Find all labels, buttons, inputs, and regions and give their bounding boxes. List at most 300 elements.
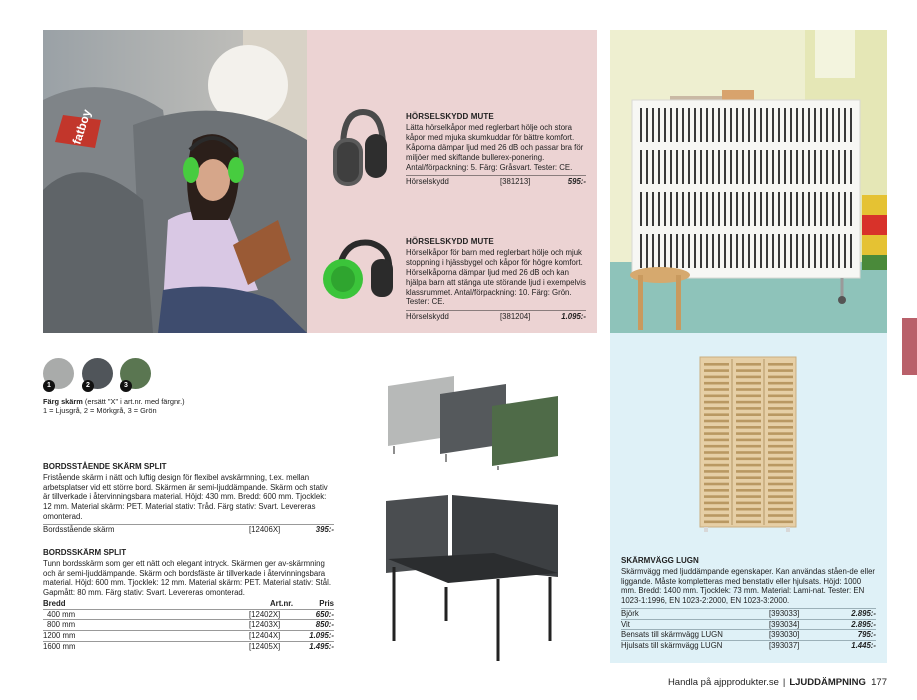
slat xyxy=(778,108,780,142)
slat xyxy=(706,108,708,142)
article-number: [381204] xyxy=(500,312,531,322)
slat xyxy=(802,234,804,268)
slat xyxy=(796,234,798,268)
earmuff-green-image xyxy=(319,235,399,303)
footer-section: LJUDDÄMPNING xyxy=(789,677,866,688)
table-row xyxy=(621,629,876,640)
slat xyxy=(772,150,774,184)
slat xyxy=(694,192,696,226)
slat xyxy=(802,150,804,184)
slat xyxy=(646,234,648,268)
table-row xyxy=(621,640,876,651)
slat xyxy=(742,192,744,226)
lugn-slat xyxy=(704,495,729,498)
lugn-slat xyxy=(736,388,761,391)
row-art: [12402X] xyxy=(249,609,281,619)
product-title: SKÄRMVÄGG LUGN xyxy=(621,556,699,565)
slat xyxy=(838,150,840,184)
lugn-slat xyxy=(704,388,729,391)
lugn-slat xyxy=(704,401,729,404)
photo-classroom-screen xyxy=(610,30,887,333)
lugn-slat xyxy=(768,376,793,379)
swatch-number-1: 1 xyxy=(43,380,55,392)
slat xyxy=(784,234,786,268)
product-title: BORDSSKÄRM SPLIT xyxy=(43,548,127,557)
slat xyxy=(670,234,672,268)
slat xyxy=(694,150,696,184)
lugn-slat xyxy=(736,420,761,423)
row-name: Björk xyxy=(621,608,639,618)
slat xyxy=(676,192,678,226)
slat xyxy=(730,192,732,226)
slat xyxy=(646,108,648,142)
lugn-slat xyxy=(704,420,729,423)
lugn-slat xyxy=(768,382,793,385)
slat xyxy=(646,192,648,226)
product-description: Tunn bordsskärm som ger ett nätt och elegant intryck. Skärmen ger av-skärmning och är semi-ljuddämpande. Skärm och bordsfäste är tillverkade i återvinningsbara material. Höjd: 600 mm. Tjocklek: 12 mm. Material skärm: PET. Material stativ: Stål. Gapmått: 80 mm. Färg stativ: Svart. Levereras omonterad. xyxy=(43,558,331,598)
slat xyxy=(814,150,816,184)
slat xyxy=(826,150,828,184)
slat xyxy=(724,108,726,142)
slat xyxy=(646,150,648,184)
slat xyxy=(700,150,702,184)
price-table-header xyxy=(43,599,334,609)
lugn-slat xyxy=(768,476,793,479)
slat xyxy=(652,192,654,226)
lugn-slat xyxy=(768,413,793,416)
header-art: Art.nr. xyxy=(270,598,293,608)
slat xyxy=(754,108,756,142)
slat xyxy=(832,234,834,268)
slat xyxy=(760,234,762,268)
swatch-number-3: 3 xyxy=(120,380,132,392)
slat xyxy=(652,108,654,142)
lugn-slat xyxy=(736,382,761,385)
lugn-slat xyxy=(704,451,729,454)
footer-site: Handla på ajpprodukter.se xyxy=(667,677,779,688)
lugn-slat xyxy=(768,363,793,366)
slat xyxy=(790,150,792,184)
slat xyxy=(730,108,732,142)
lugn-slat xyxy=(704,407,729,410)
slat xyxy=(760,108,762,142)
lugn-slat xyxy=(768,451,793,454)
slat xyxy=(778,234,780,268)
page-footer xyxy=(650,677,887,688)
row-art: [12405X] xyxy=(249,641,281,651)
slat xyxy=(766,234,768,268)
slat xyxy=(700,192,702,226)
lugn-slat xyxy=(704,483,729,486)
lugn-slat xyxy=(704,476,729,479)
slat xyxy=(796,150,798,184)
slat xyxy=(670,150,672,184)
slat xyxy=(784,108,786,142)
slat xyxy=(766,150,768,184)
slat xyxy=(706,150,708,184)
slat xyxy=(784,192,786,226)
product-desk-screen xyxy=(43,548,334,651)
slat xyxy=(844,150,846,184)
slat xyxy=(640,234,642,268)
product-title: HÖRSELSKYDD MUTE xyxy=(406,112,494,121)
slat xyxy=(640,150,642,184)
price: 595:- xyxy=(567,177,586,187)
lugn-slat xyxy=(736,464,761,467)
slat xyxy=(820,108,822,142)
lugn-slat xyxy=(768,464,793,467)
lugn-slat xyxy=(736,502,761,505)
lugn-slat xyxy=(768,445,793,448)
lugn-slat xyxy=(768,470,793,473)
slat xyxy=(658,150,660,184)
lugn-slat xyxy=(768,483,793,486)
lugn-slat xyxy=(768,489,793,492)
slat xyxy=(730,150,732,184)
slat xyxy=(790,108,792,142)
price-row xyxy=(406,310,586,322)
price-row xyxy=(43,524,334,535)
slat xyxy=(712,108,714,142)
lugn-slat xyxy=(704,426,729,429)
lugn-slat xyxy=(736,407,761,410)
slat xyxy=(748,108,750,142)
lugn-slat xyxy=(768,395,793,398)
lugn-slat xyxy=(704,521,729,524)
slat xyxy=(766,108,768,142)
lugn-slat xyxy=(736,489,761,492)
slat xyxy=(688,192,690,226)
slat xyxy=(682,108,684,142)
slat xyxy=(766,192,768,226)
lugn-slat xyxy=(736,395,761,398)
beanbag-illustration xyxy=(43,30,307,333)
row-width: 800 mm xyxy=(47,620,76,630)
lugn-slat xyxy=(736,508,761,511)
table-row xyxy=(43,641,334,652)
slat xyxy=(802,108,804,142)
product-hearing-adult xyxy=(406,112,586,187)
lugn-slat xyxy=(704,445,729,448)
slat xyxy=(748,234,750,268)
lugn-slat xyxy=(768,502,793,505)
slat xyxy=(676,150,678,184)
lugn-slat xyxy=(704,514,729,517)
photo-girl-beanbag xyxy=(43,30,307,333)
slat xyxy=(718,192,720,226)
slat xyxy=(850,192,852,226)
slat xyxy=(808,234,810,268)
slat xyxy=(688,150,690,184)
row-price: 1.495:- xyxy=(309,641,334,651)
slat xyxy=(838,108,840,142)
item-name: Hörselskydd xyxy=(406,177,449,187)
row-art: [393033] xyxy=(769,608,800,618)
slat xyxy=(748,192,750,226)
lugn-slat xyxy=(704,363,729,366)
slat xyxy=(826,108,828,142)
product-description: Hörselkåpor för barn med reglerbart hölje och mjuk stoppning i hjässbygel och kåpor för högre komfort. Hörselkåporna dämpar ljud med 26 dB och kan hjälpa barn att stänga ute störande ljud i exempelvis klassrummet. Antal/förpackning: 10. Färg: Grön. Tester: CE. xyxy=(406,247,586,307)
slat xyxy=(706,192,708,226)
standing-screens-image xyxy=(380,372,565,470)
lugn-slat xyxy=(768,495,793,498)
lugn-slat xyxy=(768,521,793,524)
slat xyxy=(718,108,720,142)
slat xyxy=(790,234,792,268)
slat xyxy=(664,192,666,226)
slat xyxy=(664,108,666,142)
lugn-slat xyxy=(704,395,729,398)
table-row xyxy=(43,630,334,641)
slat xyxy=(718,150,720,184)
slat xyxy=(736,150,738,184)
lugn-slat xyxy=(736,470,761,473)
header-price: Pris xyxy=(319,598,334,608)
slat xyxy=(736,108,738,142)
lugn-slat xyxy=(736,426,761,429)
slat xyxy=(802,192,804,226)
slat xyxy=(688,108,690,142)
lugn-slat xyxy=(768,458,793,461)
slat xyxy=(688,234,690,268)
slat xyxy=(844,234,846,268)
product-title: BORDSSTÅENDE SKÄRM SPLIT xyxy=(43,462,167,471)
page-number: 177 xyxy=(871,677,887,688)
slat xyxy=(700,108,702,142)
row-width: 1600 mm xyxy=(43,641,76,651)
slat xyxy=(838,234,840,268)
product-hearing-kids xyxy=(406,237,586,322)
slat xyxy=(808,150,810,184)
lugn-slat xyxy=(736,363,761,366)
slat xyxy=(658,234,660,268)
color-note-label: Färg skärm xyxy=(43,397,83,406)
price: 1.095:- xyxy=(561,312,586,322)
lugn-slat xyxy=(768,401,793,404)
slat xyxy=(820,234,822,268)
earmuff-grey-image xyxy=(329,108,393,190)
slat xyxy=(778,150,780,184)
lugn-slat xyxy=(736,445,761,448)
lugn-screen-image xyxy=(698,355,798,533)
fatboy-logo-text: fatboy xyxy=(69,107,94,147)
article-number: [381213] xyxy=(500,177,531,187)
row-price: 795:- xyxy=(857,630,876,640)
lugn-slat xyxy=(736,401,761,404)
classroom-illustration xyxy=(610,30,887,333)
slat xyxy=(778,192,780,226)
slat xyxy=(664,234,666,268)
lugn-slat xyxy=(768,432,793,435)
slat xyxy=(820,192,822,226)
slat xyxy=(706,234,708,268)
slat xyxy=(742,108,744,142)
slat xyxy=(712,192,714,226)
lugn-slat xyxy=(768,420,793,423)
row-price: 850:- xyxy=(315,620,334,630)
slat xyxy=(754,234,756,268)
slat xyxy=(826,192,828,226)
lugn-slat xyxy=(704,369,729,372)
slat xyxy=(748,150,750,184)
lugn-slat xyxy=(704,382,729,385)
color-note xyxy=(43,397,243,416)
lugn-slat xyxy=(704,464,729,467)
slat xyxy=(832,108,834,142)
lugn-slat xyxy=(768,388,793,391)
slat xyxy=(844,192,846,226)
slat xyxy=(640,108,642,142)
row-width: 1200 mm xyxy=(43,630,76,640)
slat xyxy=(712,150,714,184)
row-price: 2.895:- xyxy=(851,619,876,629)
lugn-slat xyxy=(736,495,761,498)
lugn-slat xyxy=(736,521,761,524)
slat xyxy=(832,192,834,226)
slat xyxy=(772,108,774,142)
lugn-slat xyxy=(736,439,761,442)
lugn-slat xyxy=(768,508,793,511)
slat xyxy=(808,192,810,226)
slat xyxy=(682,234,684,268)
slat xyxy=(694,234,696,268)
slat xyxy=(742,150,744,184)
header-width: Bredd xyxy=(43,598,66,608)
slat xyxy=(850,234,852,268)
slat xyxy=(790,192,792,226)
lugn-slat xyxy=(768,407,793,410)
slat xyxy=(658,192,660,226)
item-name: Bordsstående skärm xyxy=(43,524,115,534)
product-title: HÖRSELSKYDD MUTE xyxy=(406,237,494,246)
color-note-options: 1 = Ljusgrå, 2 = Mörkgrå, 3 = Grön xyxy=(43,406,157,416)
slat xyxy=(826,234,828,268)
row-art: [393030] xyxy=(769,630,800,640)
product-lugn xyxy=(621,556,876,650)
hearing-protection-panel xyxy=(307,30,597,333)
row-name: Bensats till skärmvägg LUGN xyxy=(621,630,723,640)
section-tab-marker xyxy=(902,318,917,375)
slat xyxy=(676,234,678,268)
slat xyxy=(784,150,786,184)
slat xyxy=(694,108,696,142)
lugn-slat xyxy=(736,413,761,416)
slat xyxy=(718,234,720,268)
lugn-slat xyxy=(768,514,793,517)
lugn-slat xyxy=(736,432,761,435)
row-art: [393037] xyxy=(769,640,800,650)
slat xyxy=(772,234,774,268)
row-price: 2.895:- xyxy=(851,608,876,618)
slat xyxy=(772,192,774,226)
slat xyxy=(700,234,702,268)
slat xyxy=(736,192,738,226)
slat xyxy=(754,150,756,184)
slat xyxy=(724,150,726,184)
swatch-number-2: 2 xyxy=(82,380,94,392)
slat xyxy=(796,108,798,142)
lugn-slat xyxy=(736,458,761,461)
slat xyxy=(682,150,684,184)
lugn-slat xyxy=(736,483,761,486)
slat xyxy=(736,234,738,268)
slat xyxy=(742,234,744,268)
product-description: Skärmvägg med ljuddämpande egenskaper. Kan användas ståen-de eller liggande. Måste kompletteras med benstativ eller hjulsats. Höjd: 1000 mm. Bredd: 1400 mm. Tjocklek: 73 mm. Material: Lami-nat. Tester: EN 1023-1:1996, EN 1023-2:2000, EN 1023-3:2000. xyxy=(621,566,875,606)
lugn-slat xyxy=(704,376,729,379)
row-name: Hjulsats till skärmvägg LUGN xyxy=(621,640,723,650)
slat xyxy=(844,108,846,142)
slat xyxy=(832,150,834,184)
slat xyxy=(814,234,816,268)
slat xyxy=(838,192,840,226)
lugn-slat xyxy=(736,369,761,372)
lugn-slat xyxy=(704,413,729,416)
slat xyxy=(652,234,654,268)
row-price: 1.445:- xyxy=(851,640,876,650)
lugn-slat xyxy=(704,502,729,505)
color-note-suffix: (ersätt "X" i art.nr. med färgnr.) xyxy=(82,397,185,406)
slat xyxy=(658,108,660,142)
item-name: Hörselskydd xyxy=(406,312,449,322)
slat xyxy=(676,108,678,142)
table-row xyxy=(621,619,876,630)
footer-separator: | xyxy=(782,677,786,688)
slat xyxy=(820,150,822,184)
row-name: Vit xyxy=(621,619,630,629)
row-width: 400 mm xyxy=(47,609,76,619)
lugn-slat xyxy=(736,476,761,479)
slat xyxy=(850,150,852,184)
product-standing-screen xyxy=(43,462,334,534)
lugn-slat xyxy=(768,369,793,372)
table-row xyxy=(43,619,334,630)
price: 395:- xyxy=(315,524,334,534)
slat xyxy=(652,150,654,184)
slat xyxy=(808,108,810,142)
lugn-slat xyxy=(704,470,729,473)
lugn-slat xyxy=(704,508,729,511)
lugn-slat xyxy=(736,451,761,454)
row-art: [393034] xyxy=(769,619,800,629)
slat xyxy=(664,150,666,184)
lugn-slat xyxy=(704,458,729,461)
slat xyxy=(796,192,798,226)
slat xyxy=(712,234,714,268)
slat xyxy=(814,108,816,142)
slat xyxy=(724,192,726,226)
lugn-slat xyxy=(704,489,729,492)
slat xyxy=(760,150,762,184)
product-description: Fristående skärm i nätt och luftig design för flexibel avskärmning, t.ex. mellan arbetsplatser vid ett större bord. Skärmen är semi-ljuddämpande. Skärm och stativ är tillverkade i återvinningsbara material. Höjd: 430 mm. Bredd: 600 mm. Tjocklek: 12 mm. Material skärm: PET. Material stativ: Tråd. Färg stativ: Svart. Levereras omonterad. xyxy=(43,472,328,521)
desk-screen-image xyxy=(382,493,562,663)
slat xyxy=(670,108,672,142)
slat xyxy=(730,234,732,268)
slat xyxy=(724,234,726,268)
slat xyxy=(640,192,642,226)
lugn-slat xyxy=(768,426,793,429)
row-art: [12404X] xyxy=(249,630,281,640)
lugn-slat xyxy=(736,376,761,379)
slat xyxy=(670,192,672,226)
article-number: [12406X] xyxy=(249,524,281,534)
row-price: 650:- xyxy=(315,609,334,619)
lugn-slat xyxy=(768,439,793,442)
row-price: 1.095:- xyxy=(309,630,334,640)
lugn-slat xyxy=(736,514,761,517)
lugn-slat xyxy=(704,439,729,442)
price-row xyxy=(406,175,586,187)
product-description: Lätta hörselkåpor med reglerbart hölje och stora kåpor med mjuka skumkuddar för bättre komfort. Kåporna dämpar ljud med 26 dB och passar bra för miljöer med skiftande bullerex-ponering. Antal/förpackning: 5. Färg: Gråsvart. Tester: CE. xyxy=(406,122,584,172)
